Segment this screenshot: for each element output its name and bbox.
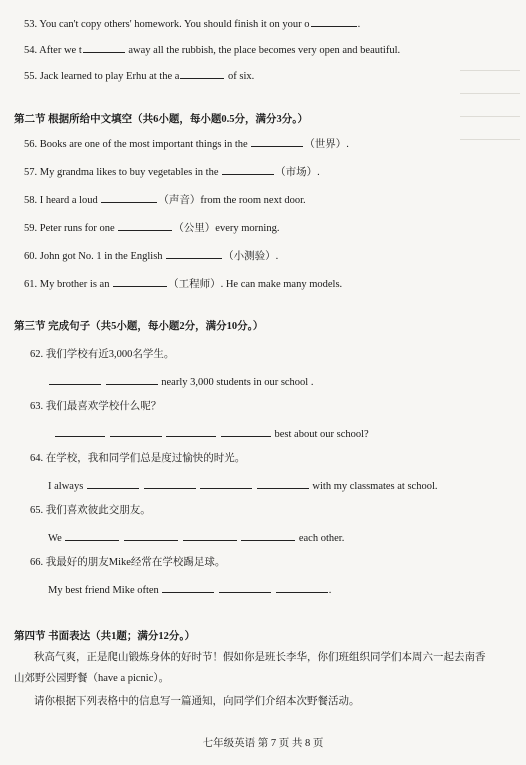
answer-blank[interactable] <box>200 478 252 489</box>
answer-blank[interactable] <box>180 68 224 79</box>
section-2-heading: 第二节 根据所给中文填空（共6小题，每小题0.5分，满分3分。） <box>14 114 308 125</box>
question-chinese: 我们最喜欢学校什么呢？ <box>45 401 162 412</box>
question-number: 54. <box>24 45 38 56</box>
answer-text-start: We <box>48 533 62 544</box>
answer-blank[interactable] <box>101 192 157 203</box>
question-57 <box>24 164 320 180</box>
question-number: 61. <box>24 279 38 290</box>
question-54 <box>24 42 400 58</box>
question-text-end: . <box>357 19 361 30</box>
question-59 <box>24 220 279 236</box>
question-text-end: （声音）from the room next door. <box>158 195 306 206</box>
question-text-end: of six. <box>228 71 255 82</box>
question-text: Peter runs for one <box>39 223 115 234</box>
answer-text-start: I always <box>48 481 84 492</box>
question-text-end: （小测验）. <box>223 251 279 262</box>
answer-text-end: each other. <box>298 533 345 544</box>
answer-text-start: My best friend Mike often <box>48 585 159 596</box>
question-number: 58. <box>24 195 38 206</box>
question-chinese: 在学校，我和同学们总是度过愉快的时光。 <box>45 453 246 464</box>
question-number: 55. <box>24 71 38 82</box>
answer-blank[interactable] <box>166 426 216 437</box>
question-text: I heard a loud <box>39 195 98 206</box>
question-number: 66. <box>30 557 44 568</box>
question-61 <box>24 276 342 292</box>
question-text: My grandma likes to buy vegetables in the <box>39 167 219 178</box>
question-number: 64. <box>30 453 44 464</box>
answer-blank[interactable] <box>219 582 271 593</box>
answer-text-end: best about our school? <box>274 429 369 440</box>
answer-blank[interactable] <box>65 530 119 541</box>
writing-prompt-line-3: 请你根据下列表格中的信息写一篇通知，向同学们介绍本次野餐活动。 <box>34 696 360 707</box>
question-text: John got No. 1 in the English <box>39 251 163 262</box>
answer-blank[interactable] <box>113 276 167 287</box>
question-60 <box>24 248 278 264</box>
answer-blank[interactable] <box>241 530 295 541</box>
answer-blank[interactable] <box>257 478 309 489</box>
answer-blank[interactable] <box>49 374 101 385</box>
writing-prompt-line-1: 秋高气爽，正是爬山锻炼身体的好时节！假如你是班长李华，你们班组织同学们本周六一起去南香 <box>34 652 486 663</box>
question-text-end: （工程师）. He can make many models. <box>168 279 343 290</box>
answer-text-end: with my classmates at school. <box>312 481 438 492</box>
question-number: 65. <box>30 505 44 516</box>
question-text-end: （世界）. <box>304 139 349 150</box>
question-text: You can't copy others' homework. You should finish it on your o <box>39 19 310 30</box>
question-number: 57. <box>24 167 38 178</box>
question-text: Jack learned to play Erhu at the a <box>39 71 180 82</box>
question-64-prompt <box>30 452 245 466</box>
question-chinese: 我最好的朋友Mike经常在学校踢足球。 <box>45 557 226 568</box>
answer-blank[interactable] <box>144 478 196 489</box>
writing-prompt-line-2: 山郊野公园野餐（have a picnic）。 <box>14 673 170 684</box>
question-63-answer <box>54 426 369 442</box>
question-number: 59. <box>24 223 38 234</box>
answer-blank[interactable] <box>118 220 172 231</box>
question-65-answer <box>48 530 344 546</box>
answer-blank[interactable] <box>83 42 125 53</box>
question-number: 63. <box>30 401 44 412</box>
answer-blank[interactable] <box>110 426 162 437</box>
question-number: 53. <box>24 19 38 30</box>
answer-blank[interactable] <box>311 16 357 27</box>
section-3-heading: 第三节 完成句子（共5小题，每小题2分，满分10分。） <box>14 321 264 332</box>
answer-blank[interactable] <box>166 248 222 259</box>
answer-blank[interactable] <box>106 374 158 385</box>
question-number: 56. <box>24 139 38 150</box>
question-chinese: 我们学校有近3,000名学生。 <box>45 349 175 360</box>
answer-blank[interactable] <box>124 530 178 541</box>
answer-blank[interactable] <box>251 136 303 147</box>
section-4-heading: 第四节 书面表达（共1题；满分12分。） <box>14 631 196 642</box>
answer-blank[interactable] <box>55 426 105 437</box>
question-62-prompt <box>30 348 174 362</box>
answer-blank[interactable] <box>87 478 139 489</box>
question-text-end: （市场）. <box>275 167 320 178</box>
question-text-end: away all the rubbish, the place becomes very open and beautiful. <box>128 45 401 56</box>
answer-blank[interactable] <box>183 530 237 541</box>
answer-text-end: nearly 3,000 students in our school . <box>161 377 314 388</box>
page-footer: 七年级英语 第 7 页 共 8 页 <box>202 738 324 749</box>
answer-text-end: . <box>328 585 332 596</box>
question-64-answer <box>48 478 438 494</box>
question-58 <box>24 192 306 208</box>
answer-blank[interactable] <box>221 426 271 437</box>
question-53 <box>24 16 360 32</box>
bleed-through-marks <box>460 60 520 260</box>
answer-blank[interactable] <box>162 582 214 593</box>
answer-blank[interactable] <box>276 582 328 593</box>
question-text: After we t <box>39 45 82 56</box>
question-text: My brother is an <box>39 279 110 290</box>
question-66-answer <box>48 582 331 598</box>
question-text: Books are one of the most important things in the <box>39 139 248 150</box>
question-number: 60. <box>24 251 38 262</box>
question-chinese: 我们喜欢彼此交朋友。 <box>45 505 151 516</box>
question-number: 62. <box>30 349 44 360</box>
question-63-prompt <box>30 400 161 414</box>
question-55 <box>24 68 254 84</box>
question-56 <box>24 136 349 152</box>
answer-blank[interactable] <box>222 164 274 175</box>
question-text-end: （公里）every morning. <box>173 223 280 234</box>
question-66-prompt <box>30 556 225 570</box>
question-65-prompt <box>30 504 151 518</box>
question-62-answer <box>48 374 313 390</box>
